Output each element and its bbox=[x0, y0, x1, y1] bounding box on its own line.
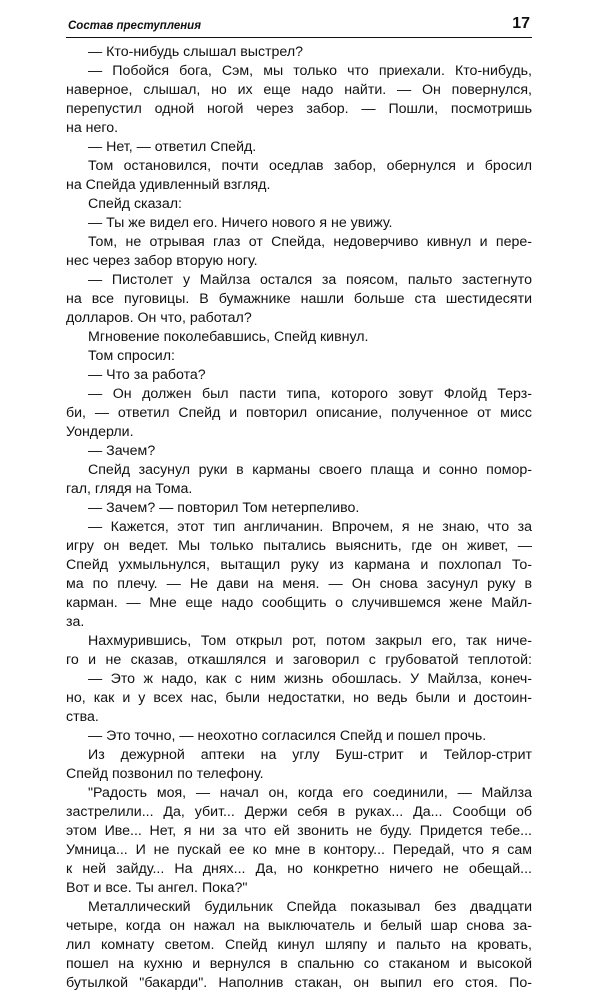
text-line: Из дежурной аптеки на углу Буш-стрит и Тейлор-стрит bbox=[88, 747, 532, 763]
running-header bbox=[66, 12, 532, 38]
text-line: ства. bbox=[66, 709, 99, 725]
body-text bbox=[66, 43, 532, 993]
text-line: лил комнату светом. Спейд кинул шляпу и пальто на кровать, bbox=[66, 937, 532, 953]
text-line: Том остановился, почти оседлав забор, обернулся и бросил bbox=[88, 158, 532, 174]
text-line: перепустил одной ногой через забор. — Пошли, посмотришь bbox=[66, 101, 532, 117]
text-line: — Кажется, этот тип англичанин. Впрочем, я не знаю, что за bbox=[88, 519, 532, 535]
text-line: би, — ответил Спейд и повторил описание, полученное от мисс bbox=[66, 405, 532, 421]
text-line: — Нет, — ответил Спейд. bbox=[88, 139, 257, 155]
text-line: долларов. Он что, работал? bbox=[66, 310, 252, 326]
text-line: нес через забор вторую ногу. bbox=[66, 253, 258, 269]
page-number: 17 bbox=[512, 15, 530, 32]
text-line: бутылкой "бакарди". Наполнив стакан, он выпил его стоя. По- bbox=[66, 975, 532, 991]
text-line: Том, не отрывая глаз от Спейда, недоверчиво кивнул и пере- bbox=[88, 234, 532, 250]
text-line: игру он ведет. Мы только пытались выяснить, где он живет, — bbox=[66, 538, 532, 554]
text-line: — Ты же видел его. Ничего нового я не увижу. bbox=[88, 215, 393, 231]
text-line: наверное, слышал, но их еще надо найти. — Он повернулся, bbox=[66, 82, 532, 98]
text-line: — Он должен был пасти типа, которого зовут Флойд Терз- bbox=[88, 386, 532, 402]
text-line: четыре, когда он нажал на выключатель и белый шар снова за- bbox=[66, 918, 532, 934]
text-line: пошел на кухню и вернулся в спальню со стаканом и высокой bbox=[66, 956, 532, 972]
running-title: Состав преступления bbox=[68, 20, 201, 32]
text-line: ма по плечу. — Не дави на меня. — Он снова засунул руку в bbox=[66, 576, 532, 592]
text-line: го и не сказав, откашлялся и заговорил с грубоватой теплотой: bbox=[66, 652, 532, 668]
text-line: Нахмурившись, Том открыл рот, потом закрыл его, так ниче- bbox=[88, 633, 532, 649]
text-line: — Это ж надо, как с ним жизнь обошлась. У Майлза, конеч- bbox=[88, 671, 532, 687]
text-line: к ней зайду... На днях... Да, но конкретно ничего не обещай... bbox=[66, 861, 532, 877]
text-line: Мгновение поколебавшись, Спейд кивнул. bbox=[88, 329, 369, 345]
text-line: за. bbox=[66, 614, 85, 630]
text-line: Умница... И не пускай ее ко мне в контору... Передай, что я сам bbox=[66, 842, 532, 858]
text-line: — Зачем? bbox=[88, 443, 156, 459]
text-line: на него. bbox=[66, 120, 119, 136]
text-line: этом Иве... Нет, я ни за что ей звонить не буду. Придется тебе... bbox=[66, 823, 532, 839]
text-line: Том спросил: bbox=[88, 348, 175, 364]
text-line: — Это точно, — неохотно согласился Спейд и пошел прочь. bbox=[88, 728, 487, 744]
text-line: карман. — Мне еще надо сообщить о случившемся жене Майл- bbox=[66, 595, 532, 611]
text-line: гал, глядя на Тома. bbox=[66, 481, 193, 497]
text-line: Спейд ухмыльнулся, вытащил руку из кармана и похлопал То- bbox=[66, 557, 532, 573]
text-line: Металлический будильник Спейда показывал без двадцати bbox=[88, 899, 532, 915]
text-line: застрелили... Да, убит... Держи себя в руках... Да... Сообщи об bbox=[66, 804, 532, 820]
text-line: Спейд позвонил по телефону. bbox=[66, 766, 264, 782]
text-line: на Спейда удивленный взгляд. bbox=[66, 177, 271, 193]
text-line: — Кто-нибудь слышал выстрел? bbox=[88, 44, 304, 60]
text-line: — Зачем? — повторил Том нетерпеливо. bbox=[88, 500, 360, 516]
text-line: Спейд засунул руки в карманы своего плаща и сонно помор- bbox=[88, 462, 532, 478]
text-line: Спейд сказал: bbox=[88, 196, 182, 212]
text-line: — Побойся бога, Сэм, мы только что приехали. Кто-нибудь, bbox=[88, 63, 532, 79]
text-line: Уондерли. bbox=[66, 424, 134, 440]
text-line: Вот и все. Ты ангел. Пока?" bbox=[66, 880, 248, 896]
text-line: "Радость моя, — начал он, когда его соединили, — Майлза bbox=[88, 785, 532, 801]
text-line: — Что за работа? bbox=[88, 367, 206, 383]
text-line: на все пуговицы. В бумажнике нашли больше ста шестидесяти bbox=[66, 291, 532, 307]
text-line: — Пистолет у Майлза остался за поясом, пальто застегнуто bbox=[88, 272, 532, 288]
text-line: но, как и у всех нас, были недостатки, но ведь были и достоин- bbox=[66, 690, 532, 706]
